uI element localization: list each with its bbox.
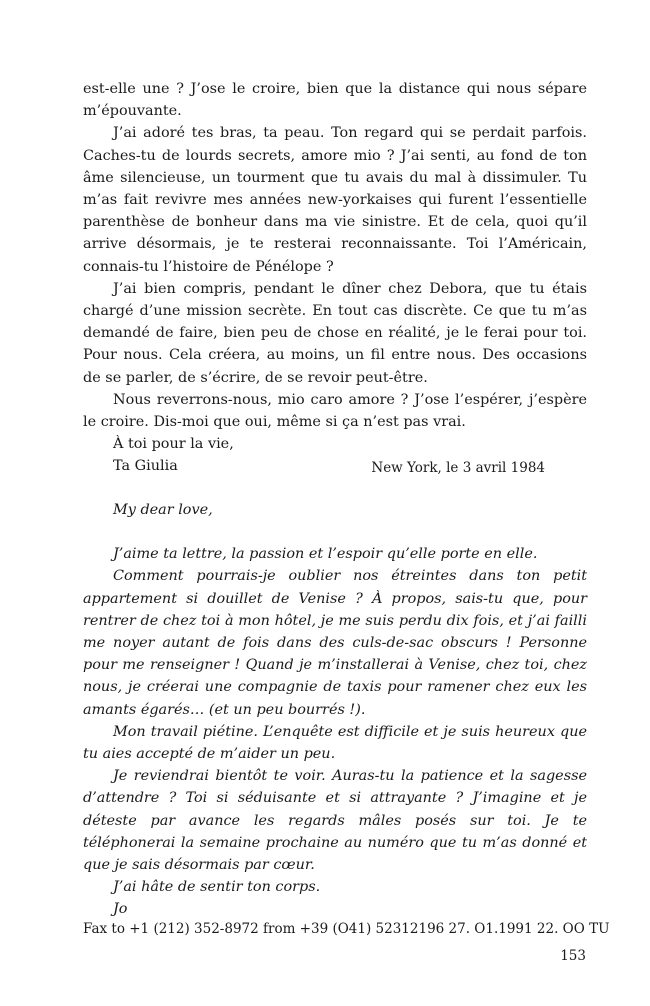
page-number: 153	[560, 948, 586, 964]
letter-jo	[83, 499, 587, 921]
paragraph: J’ai hâte de sentir ton corps.	[113, 879, 321, 896]
paragraph: Mon travail piétine. L’enquête est difficile et je suis heureux que tu aies accepté de m’aider un peu.	[83, 723, 587, 763]
letter-signature: Jo	[113, 901, 128, 918]
letter-giulia	[83, 78, 587, 478]
paragraph: J’ai adoré tes bras, ta peau. Ton regard qui se perdait parfois. Caches-tu de lourds secrets, amore mio ? J’ai senti, au fond de ton âme silencieuse, un tourment que tu avais du mal à dissimuler. Tu m’as fait revivre mes années new-yorkaises qui furent l’essentielle parenthèse de bonheur dans ma vie sinistre. Et de cela, quoi qu’il arrive désormais, je te resterai reconnaissante. Toi l’Américain, connais-tu l’histoire de Pénélope ?	[83, 125, 587, 275]
page-body	[83, 78, 587, 918]
paragraph: Comment pourrais-je oublier nos étreintes dans ton petit appartement si douillet de Venise ? À propos, sais-tu que, pour rentrer de chez toi à mon hôtel, je me suis perdu dix fois, et j’ai failli me noyer autant de fois dans des culs-de-sac obscurs ! Personne pour me renseigner ! Quand je m’installerai à Venise, chez toi, chez nous, je créerai une compagnie de taxis pour ramener chez eux les amants égarés… (et un peu bourrés !).	[83, 568, 587, 718]
paragraph: J’aime ta lettre, la passion et l’espoir qu’elle porte en elle.	[113, 546, 538, 563]
paragraph: est-elle une ? J’ose le croire, bien que la distance qui nous sépare m’épouvante.	[83, 81, 587, 120]
fax-header-line: Fax to +1 (212) 352-8972 from +39 (O41) 52312196 27. O1.1991 22. OO TU	[83, 921, 610, 937]
paragraph: Nous reverrons-nous, mio caro amore ? J’ose l’espérer, j’espère le croire. Dis-moi que oui, même si ça n’est pas vrai.	[83, 391, 587, 431]
paragraph: Je reviendrai bientôt te voir. Auras-tu la patience et la sagesse d’attendre ? Toi si séduisante et si attrayante ? J’imagine et je déteste par avance les regards mâles posés sur toi. Je te téléphonerai la semaine prochaine au numéro que tu m’as donné et que je sais désormais par cœur.	[83, 768, 587, 874]
letter-salutation: My dear love,	[113, 502, 213, 518]
paragraph: J’ai bien compris, pendant le dîner chez Debora, que tu étais chargé d’une mission secrète. En tout cas discrète. Ce que tu m’as demandé de faire, bien peu de chose en réalité, je le ferai pour toi. Pour nous. Cela créera, au moins, un fil entre nous. Des occasions de se parler, de s’écrire, de se revoir peut-être.	[83, 280, 587, 386]
letter-dateline: New York, le 3 avril 1984	[371, 460, 545, 476]
letter-signature: Ta Giulia	[113, 458, 178, 475]
letter-closing: À toi pour la vie,	[113, 436, 234, 453]
